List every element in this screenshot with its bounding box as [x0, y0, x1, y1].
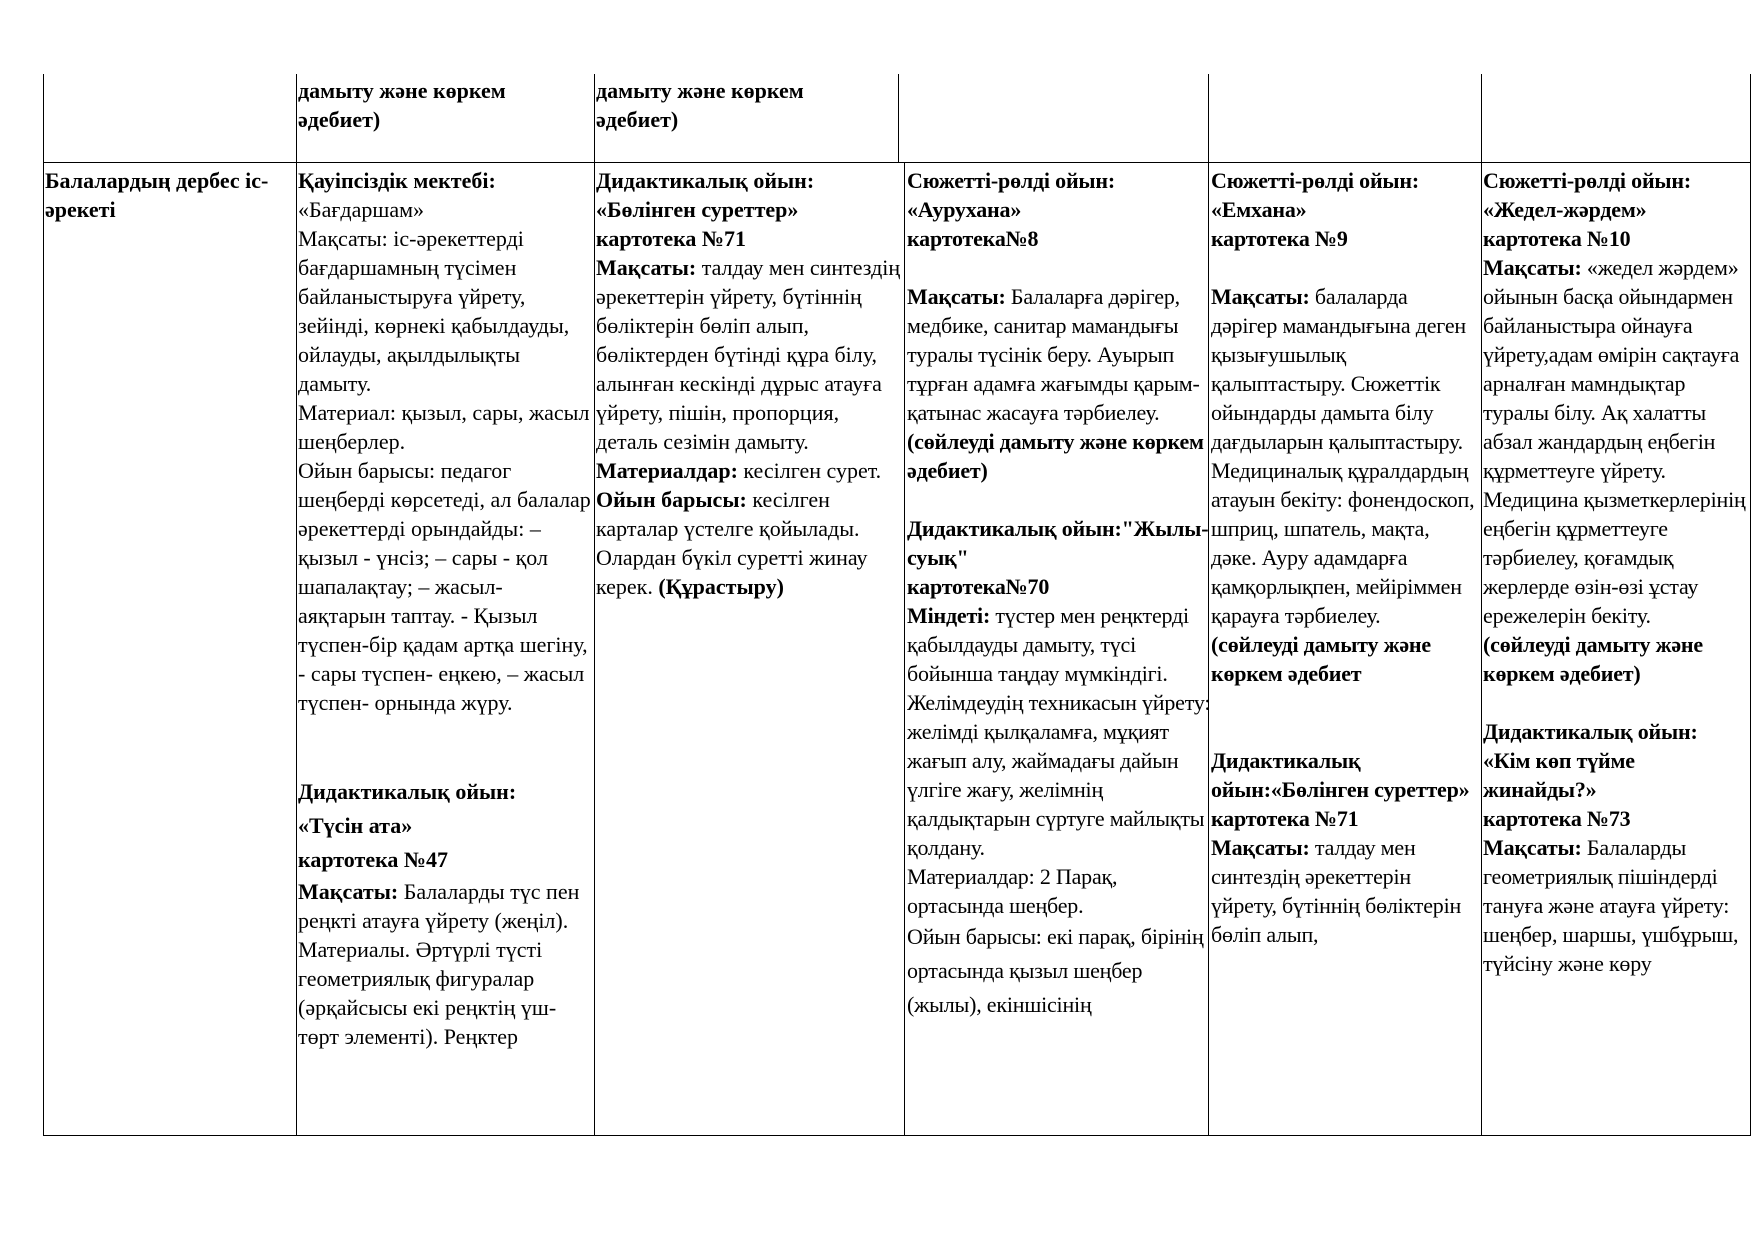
- spacer: [1211, 253, 1479, 282]
- row-label-cell: [45, 166, 290, 224]
- col5-game2-goal-paragraph: [1211, 833, 1479, 949]
- col2-name: «Бағдаршам»: [298, 197, 425, 222]
- row-divider: [43, 162, 1751, 163]
- row-label: Балалардың дербес іс-әрекеті: [45, 168, 269, 222]
- col6-goal-paragraph: [1483, 253, 1748, 630]
- spacer: [1211, 688, 1479, 746]
- col2-game2-goal-label: Мақсаты:: [298, 879, 399, 904]
- column-divider-3b: [904, 162, 905, 1136]
- col2-game2-title: Дидактикалық ойын:: [298, 779, 517, 804]
- col6-game2-goal-paragraph: [1483, 833, 1748, 978]
- row-top-col3-text: дамыту және көркем әдебиет): [596, 78, 804, 132]
- col4-card: картотека№8: [907, 226, 1039, 251]
- col5-goal-label: Мақсаты:: [1211, 284, 1310, 309]
- col6-game2-goal-label: Мақсаты:: [1483, 835, 1582, 860]
- row-top-col2: [298, 76, 588, 134]
- col6-name: «Жедел-жәрдем»: [1483, 197, 1647, 222]
- col3-materials: кесілген сурет.: [737, 458, 882, 483]
- spacer: [298, 717, 594, 775]
- col4-task-label: Міндеті:: [907, 603, 991, 628]
- col6-title: Сюжетті-рөлді ойын:: [1483, 168, 1692, 193]
- col4-goal: Балаларға дәрігер, медбике, санитар мамандығы туралы түсінік беру. Ауырып тұрған адамға жағымды қарым-қатынас жасауға тәрбиелеу.: [907, 284, 1200, 425]
- cell-col5: [1211, 166, 1479, 949]
- row-top-col2-text: дамыту және көркем әдебиет): [298, 78, 506, 132]
- col3-goal: талдау мен синтездің әрекеттерін үйрету, бүтіннің бөліктерін бөліп алып, бөліктерден бүтінді құра білу, алынған кескінді дұрыс атауға үйрету, пішін, пропорция, деталь сезімін дамыту.: [596, 255, 901, 454]
- column-divider-3a: [898, 74, 899, 162]
- cell-col6: [1483, 166, 1748, 978]
- col3-process: кесілген карталар үстелге қойылады. Олардан бүкіл суретті жинау керек.: [596, 487, 868, 599]
- col4-goal-label: Мақсаты:: [907, 284, 1006, 309]
- column-divider-5: [1481, 74, 1482, 1136]
- col4-game2-card: картотека№70: [907, 574, 1050, 599]
- col6-tag: (сөйлеуді дамыту және көркем әдебиет): [1483, 632, 1703, 686]
- col6-game2-name: «Кім көп түйме жинайды?»: [1483, 748, 1635, 802]
- table-border-left: [43, 74, 44, 1136]
- col4-goal-paragraph: [907, 282, 1212, 427]
- col2-game2-goal: Балаларды түс пен реңкті атауға үйрету (жеңіл).: [298, 879, 580, 933]
- table-border-right: [1750, 74, 1751, 1136]
- table-border-bottom: [43, 1135, 1751, 1136]
- col4-task: түстер мен реңктерді қабылдауды дамыту, түсі бойынша таңдау мүмкіндігі. Желімдеудің техникасын үйрету: желімді қылқаламға, мұқият жағып алу, жаймадағы дайын үлгіге жағу, желімнің қалдықтарын сүртуге майлықты қолдану.: [907, 603, 1211, 860]
- col6-game2-card: картотека №73: [1483, 806, 1631, 831]
- col6-game2-title: Дидактикалық ойын:: [1483, 719, 1698, 744]
- row-top-col3: [596, 76, 891, 134]
- col3-process-tag: (Құрастыру): [658, 574, 784, 599]
- spacer: [907, 253, 1212, 282]
- col5-game2-goal-label: Мақсаты:: [1211, 835, 1310, 860]
- col3-card: картотека №71: [596, 226, 747, 251]
- col3-goal-paragraph: [596, 253, 901, 456]
- col5-game2-card: картотека №71: [1211, 806, 1359, 831]
- col3-goal-label: Мақсаты:: [596, 255, 697, 280]
- col6-goal: «жедел жәрдем» ойынын басқа ойындармен байланыстыра ойнауға үйрету,адам өмірін сақтауға арналған мамндықтар туралы білу. Ақ халатты абзал жандардың еңбегін құрметтеуге үйрету. Медицина қызметкерлерінің еңбегін құрметтеуге тәрбиелеу, қоғамдық жерлерде өзін-өзі ұстау ережелерін бекіту.: [1483, 255, 1746, 628]
- cell-col4: [907, 166, 1212, 1022]
- col2-game2-materials: Материалы. Әртүрлі түсті геометриялық фигуралар (әрқайсысы екі реңктің үш-төрт элементі). Реңктер: [298, 937, 557, 1049]
- col4-task-paragraph: [907, 601, 1212, 862]
- col6-goal-label: Мақсаты:: [1483, 255, 1582, 280]
- col2-process: Ойын барысы: педагог шеңберді көрсетеді, ал балалар әрекеттерді орындайды: – қызыл - үнсіз; – сары - қол шапалақтау; – жасыл- аяқтарын таптау. - Қызыл түспен-бір қадам артқа шегіну, - сары түспен- еңкею, – жасыл түспен- орнында жүру.: [298, 458, 591, 715]
- col2-title: Қауіпсіздік мектебі:: [298, 168, 496, 193]
- col3-materials-label: Материалдар:: [596, 458, 738, 483]
- col5-card: картотека №9: [1211, 226, 1348, 251]
- col3-title: Дидактикалық ойын:: [596, 168, 815, 193]
- col6-card: картотека №10: [1483, 226, 1631, 251]
- col5-title: Сюжетті-рөлді ойын:: [1211, 168, 1420, 193]
- col6-game2-goal: Балаларды геометриялық пішіндерді тануға және атауға үйрету: шеңбер, шаршы, үшбұрыш, түйсіну және көру: [1483, 835, 1739, 976]
- column-divider-2: [594, 74, 595, 1136]
- col5-name: «Емхана»: [1211, 197, 1307, 222]
- column-divider-1: [296, 74, 297, 1136]
- spacer: [907, 485, 1212, 514]
- col2-game2-card: картотека №47: [298, 847, 449, 872]
- col5-game2-title: Дидактикалық ойын:«Бөлінген суреттер»: [1211, 748, 1470, 802]
- col2-game2-goal-paragraph: [298, 877, 594, 935]
- col3-process-paragraph: [596, 485, 901, 601]
- col2-material: Материал: қызыл, сары, жасыл шеңберлер.: [298, 400, 590, 454]
- cell-col3: [596, 166, 901, 601]
- col3-process-label: Ойын барысы:: [596, 487, 747, 512]
- col5-tag: (сөйлеуді дамыту және көркем әдебиет: [1211, 632, 1431, 686]
- col5-game2-goal: талдау мен синтездің әрекеттерін үйрету, бүтіннің бөліктерін бөліп алып,: [1211, 835, 1462, 947]
- col2-goal: Мақсаты: іс-әрекеттерді бағдаршамның түсімен байланыстыруға үйрету, зейінді, көрнекі қабылдауды, ойлауды, ақылдылықты дамыту.: [298, 226, 570, 396]
- col4-name: «Аурухана»: [907, 197, 1022, 222]
- cell-col2: [298, 166, 594, 1051]
- col4-game2-title: Дидактикалық ойын:"Жылы-суық": [907, 516, 1209, 570]
- col2-game2-name: «Түсін ата»: [298, 813, 413, 838]
- col5-goal: балаларда дәрігер мамандығына деген қызығушылық қалыптастыру. Сюжеттік ойындарды дамыта білу дағдыларын қалыптастыру. Медициналық құралдардың атауын бекіту: фонендоскоп, шприц, шпатель, мақта, дәке. Ауру адамдарға қамқорлықпен, мейіріммен қарауға тәрбиелеу.: [1211, 284, 1475, 628]
- col4-materials: Материалдар: 2 Парақ, ортасында шеңбер.: [907, 864, 1118, 918]
- col4-title: Сюжетті-рөлді ойын:: [907, 168, 1116, 193]
- spacer: [1483, 688, 1748, 717]
- col4-process: Ойын барысы: екі парақ, бірінің ортасында қызыл шеңбер (жылы), екіншісінің: [907, 924, 1204, 1017]
- col3-name: «Бөлінген суреттер»: [596, 197, 799, 222]
- col3-materials-paragraph: [596, 456, 901, 485]
- col5-goal-paragraph: [1211, 282, 1479, 630]
- col4-tag: (сөйлеуді дамыту және көркем әдебиет): [907, 429, 1204, 483]
